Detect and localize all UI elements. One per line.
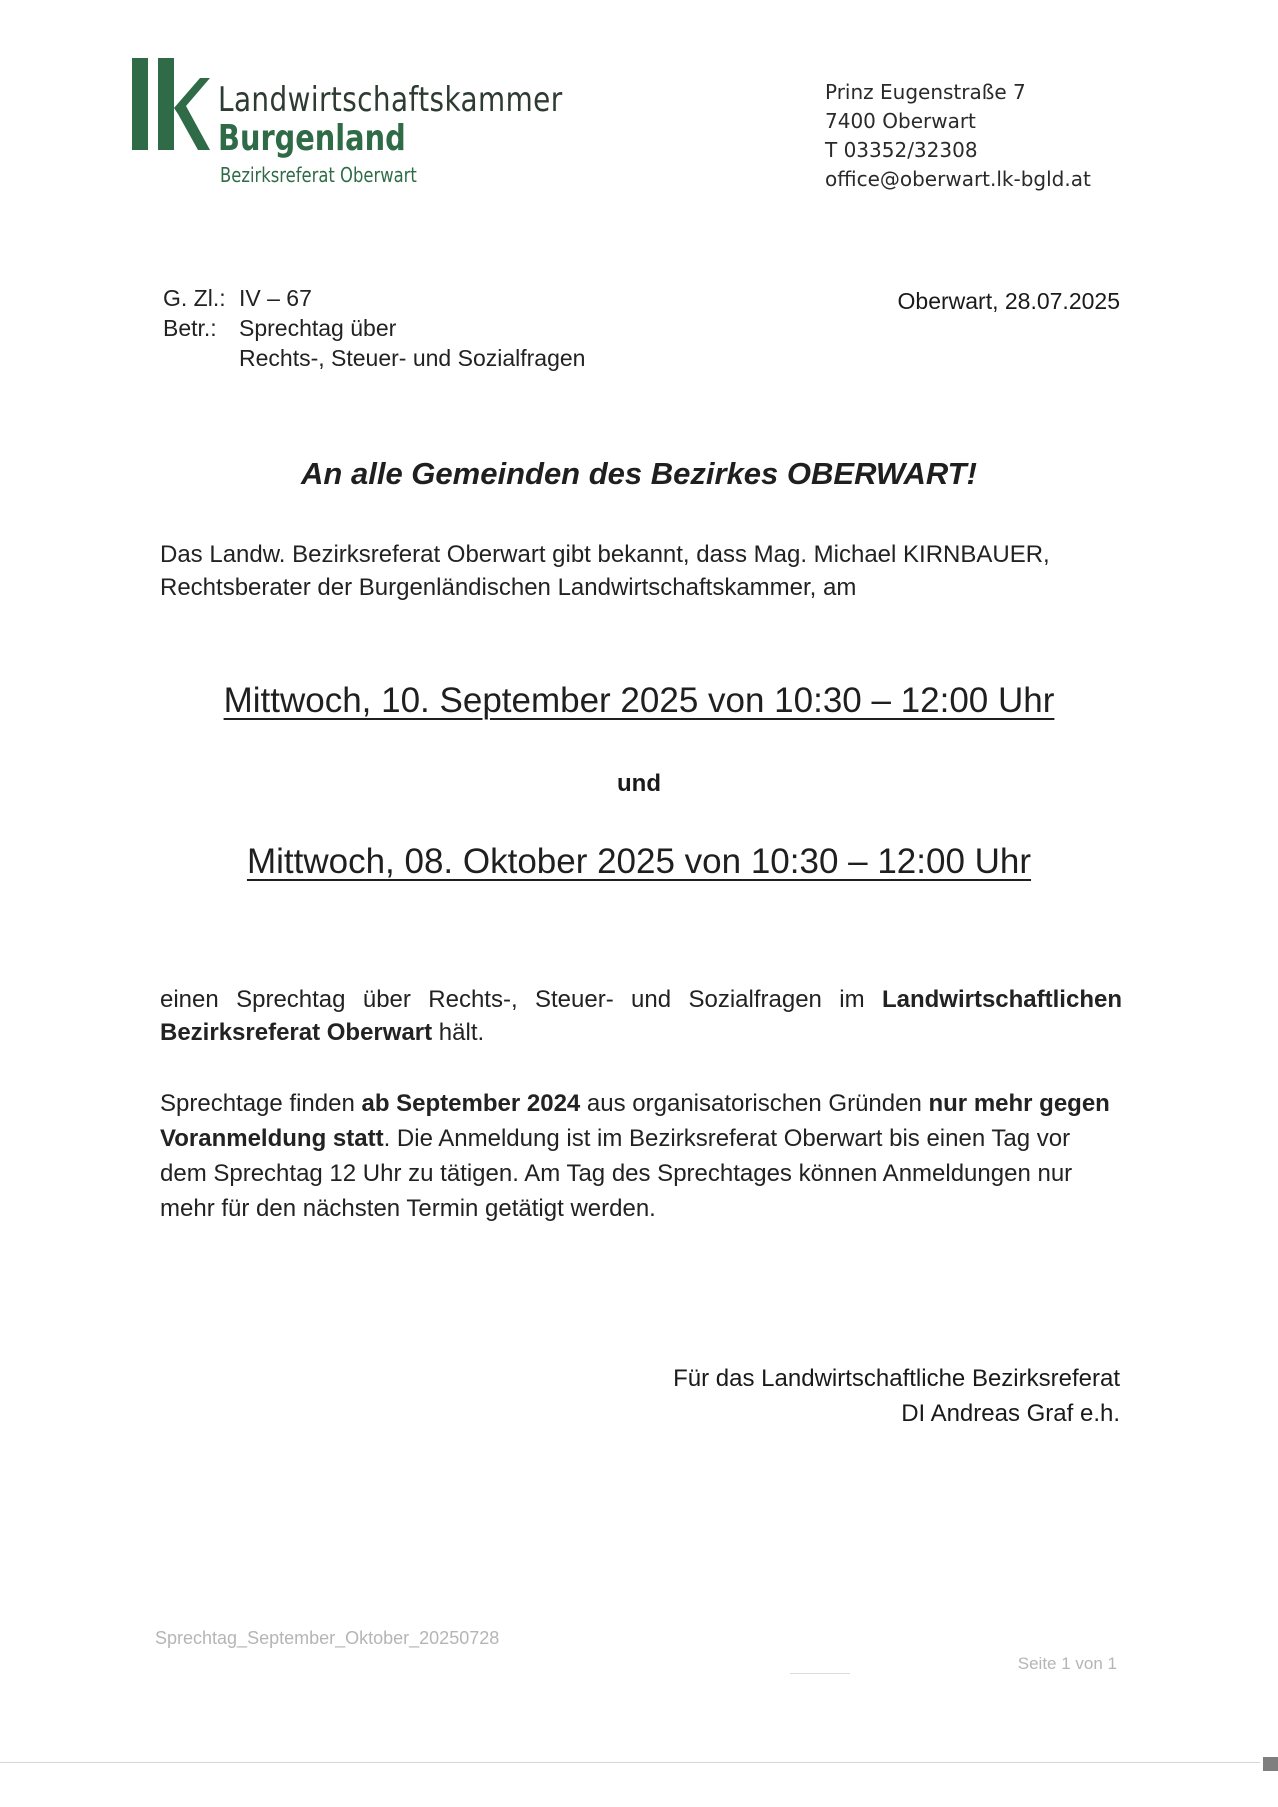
scan-artifact-line	[790, 1673, 850, 1674]
body-paragraph-2	[160, 983, 1122, 1049]
intro-line1: Das Landw. Bezirksreferat Oberwart gibt bekannt, dass Mag. Michael KIRNBAUER,	[160, 541, 1050, 568]
body3-bold1: ab September 2024	[361, 1090, 581, 1117]
appointment-first-text: Mittwoch, 10. September 2025 von 10:30 – 12:00 Uhr	[223, 681, 1055, 720]
letter-date: Oberwart, 28.07.2025	[897, 288, 1120, 314]
body2-bold: Landwirtschaftlichen Bezirksreferat Oberwart	[160, 986, 1122, 1046]
org-name-line3: Bezirksreferat Oberwart	[220, 163, 417, 187]
scan-bottom-divider	[0, 1762, 1260, 1763]
appointment-first	[0, 681, 1278, 721]
address-phone: T 03352/32308	[825, 138, 978, 162]
org-name-line1: Landwirtschaftskammer	[218, 80, 563, 120]
footer-page-number: Seite 1 von 1	[1017, 1654, 1117, 1673]
body2-end: hält.	[432, 1019, 485, 1046]
org-name-line2: Burgenland	[218, 118, 406, 159]
gzl-label: G. Zl.:	[163, 285, 226, 311]
betr-label: Betr.:	[163, 315, 217, 341]
address-city: 7400 Oberwart	[825, 109, 976, 133]
signature-line2: DI Andreas Graf e.h.	[901, 1400, 1120, 1427]
betr-line2: Rechts-, Steuer- und Sozialfragen	[239, 345, 586, 371]
body-paragraph-3	[160, 1086, 1122, 1226]
scan-edge-mark	[1263, 1757, 1278, 1771]
appointment-connector: und	[617, 770, 661, 797]
letter-heading: An alle Gemeinden des Bezirkes OBERWART!	[301, 456, 977, 491]
body3-part1: Sprechtage finden	[160, 1090, 362, 1117]
appointment-second-text: Mittwoch, 08. Oktober 2025 von 10:30 – 12:00 Uhr	[246, 842, 1032, 881]
sender-address	[825, 78, 1091, 194]
body3-part2: aus organisatorischen Gründen	[580, 1090, 929, 1117]
body2-text: einen Sprechtag über Rechts-, Steuer- und Sozialfragen im	[160, 986, 882, 1013]
body3-part3: . Die Anmeldung ist im Bezirksreferat Oberwart bis einen Tag vor dem Sprechtag 12 Uhr zu tätigen. Am Tag des Sprechtages können Anmeldungen nur mehr für den nächsten Termin getätigt werden.	[160, 1125, 1073, 1222]
address-email: office@oberwart.lk-bgld.at	[825, 167, 1091, 191]
footer-filename: Sprechtag_September_Oktober_20250728	[155, 1628, 500, 1648]
intro-paragraph	[160, 538, 1122, 604]
address-street: Prinz Eugenstraße 7	[825, 80, 1026, 104]
appointment-second	[0, 842, 1278, 882]
signature-line1: Für das Landwirtschaftliche Bezirksreferat	[673, 1365, 1120, 1392]
intro-line2: Rechtsberater der Burgenländischen Landwirtschaftskammer, am	[160, 574, 857, 601]
reference-block	[163, 283, 585, 373]
signature-block	[673, 1361, 1120, 1431]
gzl-value: IV – 67	[239, 285, 312, 311]
body3-bold2: nur mehr gegen Voranmeldung statt	[160, 1090, 1110, 1152]
lk-logo-icon	[130, 56, 210, 152]
betr-line1: Sprechtag über	[239, 315, 397, 341]
